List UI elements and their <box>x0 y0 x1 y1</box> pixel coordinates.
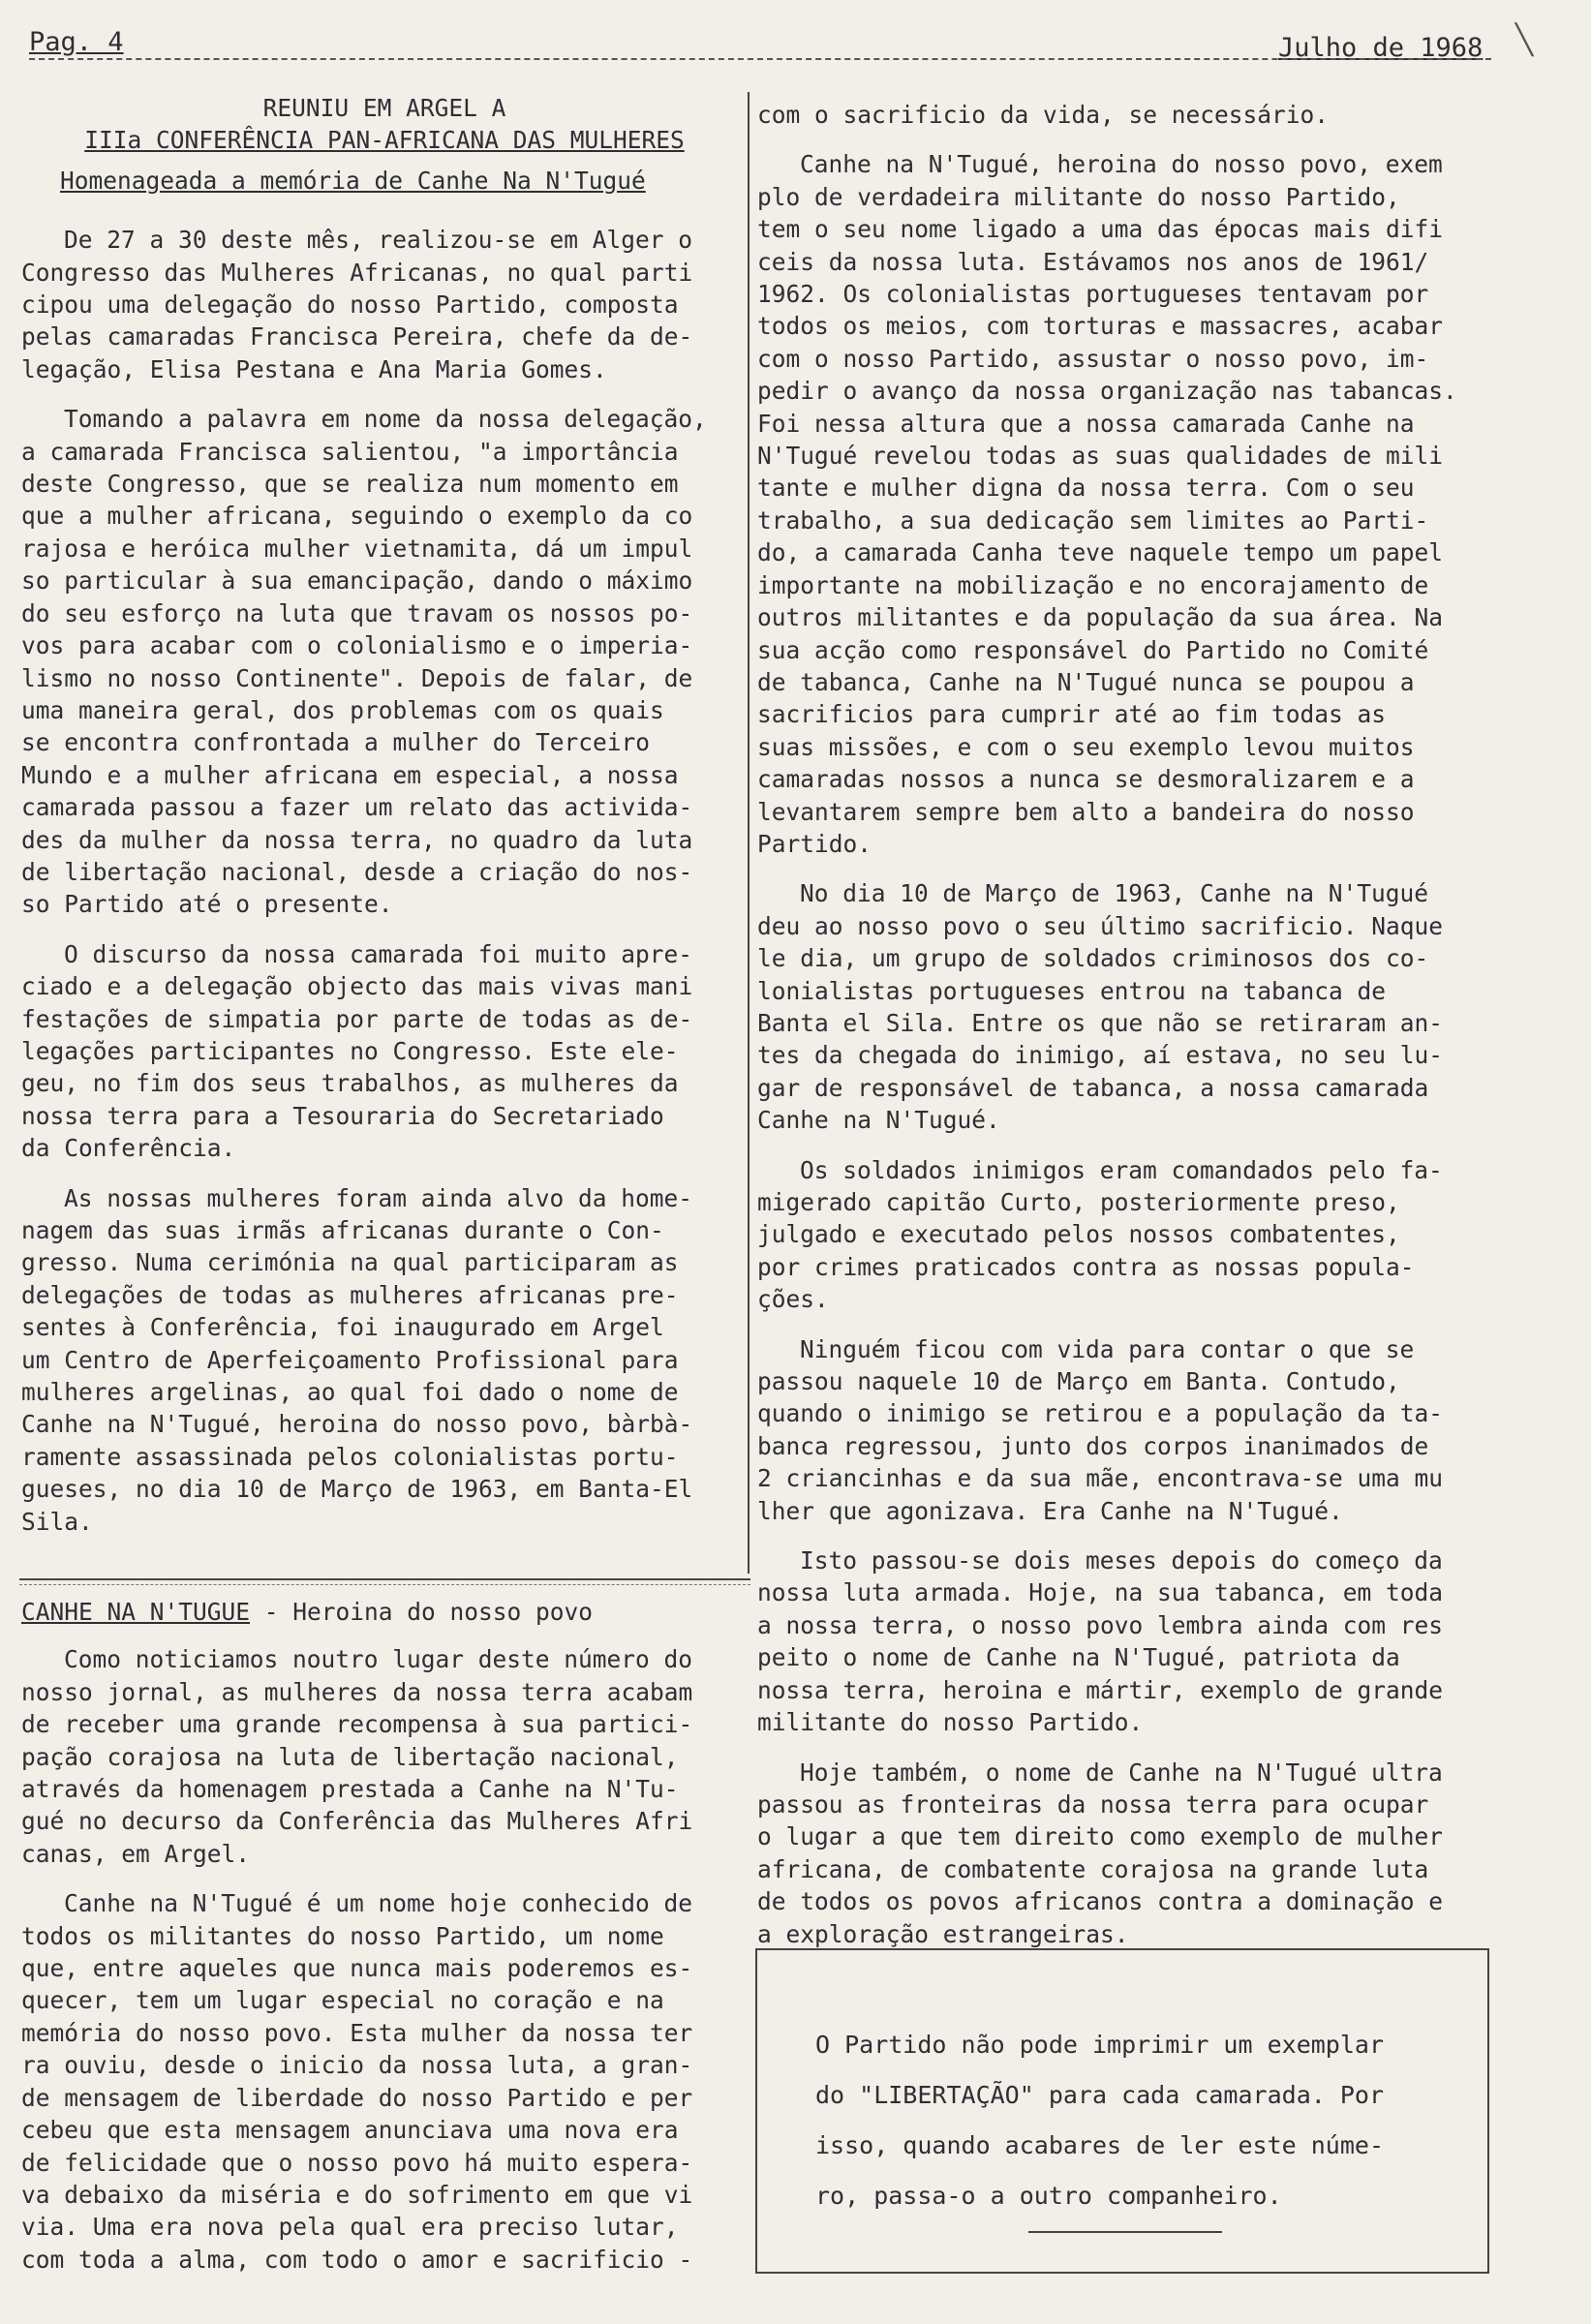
article-paragraph: Os soldados inimigos eram comandados pelo fa- migerado capitão Curto, posteriormente preso, julgado e executado pelos nossos combatentes, por crimes praticados contra as nossas popula- ções. <box>757 1155 1443 1314</box>
article-conference <box>21 92 748 1555</box>
boxed-note-text: O Partido não pode imprimir um exemplar do "LIBERTAÇÃO" para cada camarada. Por isso, quando acabares de ler este núme- ro, passa-o a outro companheiro. <box>815 2031 1384 2210</box>
article-paragraph: Tomando a palavra em nome da nossa delegação, a camarada Francisca salientou, "a importância deste Congresso, que se realiza num momento em que a mulher africana, seguindo o exemplo da co rajosa e heróica mulher vietnamita, dá um impul so particular à sua emancipação, dando o máximo do seu esforço na luta que travam os nossos po- vos para acabar com o colonialismo e o imperia- lismo no nosso Continente". Depois de falar, de uma maneira geral, dos problemas com os quais se encontra confrontada a mulher do Terceiro Mundo e a mulher africana em especial, a nossa camarada passou a fazer um relato das activida- des da mulher da nossa terra, no quadro da luta de libertação nacional, desde a criação do nos- so Partido até o presente. <box>21 405 707 919</box>
header-rule <box>29 58 1491 60</box>
article-paragraph: No dia 10 de Março de 1963, Canhe na N'Tugué deu ao nosso povo o seu último sacrificio. Naque le dia, um grupo de soldados criminosos dos co- lonialistas portugueses entrou na tabanca de Banta el Sila. Entre os que não se retiraram an- tes da chegada do inimigo, aí estava, no seu lu- gar de responsável de tabanca, a nossa camarada Canhe na N'Tugué. <box>757 879 1444 1135</box>
article-paragraph: As nossas mulheres foram ainda alvo da home- nagem das suas irmãs africanas durante o Con- gresso. Numa cerimónia na qual participaram as delegações de todas as mulheres africanas pre- sentes à Conferência, foi inaugurado em Argel um Centro de Aperfeiçoamento Profissional para mulheres argelinas, ao qual foi dado o nome de Canhe na N'Tugué, heroina do nosso povo, bàrbà- ramente assassinada pelos colonialistas portu- gueses, no dia 10 de Março de 1963, em Banta-El Sila. <box>21 1183 693 1536</box>
article-paragraph: com o sacrificio da vida, se necessário. <box>757 101 1330 129</box>
article-paragraph: Canhe na N'Tugué, heroina do nosso povo, exem plo de verdadeira militante do nosso Partido, tem o seu nome ligado a uma das épocas mais difi ceis da nossa luta. Estávamos nos anos de 1961/ 1962. Os colonialistas portugueses tentavam por todos os meios, com torturas e massacres, acabar com o nosso Partido, assustar o nosso povo, im- pedir o avanço da nossa organização nas tabancas. Foi nessa altura que a nossa camarada Canhe na N'Tugué revelou todas as suas qualidades de mili tante e mulher digna da nossa terra. Com o seu trabalho, a sua dedicação sem limites ao Parti- do, a camarada Canha teve naquele tempo um papel importante na mobilização e no encorajamento de outros militantes e da população da sua área. Na sua acção como responsável do Partido no Comité de tabanca, Canhe na N'Tugué nunca se poupou a sacrificios para cumprir até ao fim todas as suas missões, e com o seu exemplo levou muitos camaradas nossos a nunca se desmoralizarem e a levantarem sempre bem alto a bandeira do nosso Partido. <box>757 150 1457 858</box>
article-paragraph: Hoje também, o nome de Canhe na N'Tugué ultra passou as fronteiras da nossa terra para ocupar o lugar a que tem direito como exemplo de mulher africana, de combatente corajosa na grande luta de todos os povos africanos contra a dominação e a exploração estrangeiras. <box>757 1758 1444 1948</box>
headline-line-1: REUNIU EM ARGEL A <box>262 94 506 122</box>
article-paragraph: Ninguém ficou com vida para contar o que se passou naquele 10 de Março em Banta. Contudo, quando o inimigo se retirou e a população da ta- banca regressou, junto dos corpos inanimados de 2 criancinhas e da sua mãe, encontrava-se uma mu lher que agonizava. Era Canhe na N'Tugué. <box>757 1334 1444 1525</box>
subheadline: Homenageada a memória de Canhe Na N'Tugué <box>60 166 646 195</box>
section-title-subtitle: - Heroina do nosso povo <box>250 1598 594 1626</box>
article-canhe <box>21 1596 748 2293</box>
article-paragraph: Canhe na N'Tugué é um nome hoje conhecido de todos os militantes do nosso Partido, um nome que, entre aqueles que nunca mais poderemos es- quecer, tem um lugar especial no coração e na memória do nosso povo. Esta mulher da nossa ter ra ouviu, desde o inicio da nossa luta, a gran- de mensagem de liberdade do nosso Partido e per cebeu que esta mensagem anunciava uma nova era de felicidade que o nosso povo há muito espera- va debaixo da miséria e do sofrimento em que vi via. Uma era nova pela qual era preciso lutar, com toda a alma, com todo o amor e sacrificio - <box>21 1889 693 2274</box>
article-canhe-continued <box>757 99 1493 1968</box>
headline-line-2: IIIa CONFERÊNCIA PAN-AFRICANA DAS MULHERES <box>84 126 685 155</box>
article-paragraph: Como noticiamos noutro lugar deste número do nosso jornal, as mulheres da nossa terra acabam de receber uma grande recompensa à sua partici- pação corajosa na luta de libertação nacional, através da homenagem prestada a Canhe na N'Tu- gué no decurso da Conferência das Mulheres Afri canas, em Argel. <box>21 1645 693 1868</box>
article-divider <box>19 1578 750 1580</box>
article-paragraph: O discurso da nossa camarada foi muito apre- ciado e a delegação objecto das mais vivas mani festações de simpatia por parte de todas as de- legações participantes no Congresso. Este ele- geu, no fim dos seus trabalhos, as mulheres da nossa terra para a Tesouraria do Secretariado da Conferência. <box>21 939 693 1163</box>
section-title-name: CANHE NA N'TUGUE <box>21 1598 251 1626</box>
article-divider-dashed <box>19 1584 750 1585</box>
article-paragraph: De 27 a 30 deste mês, realizou-se em Alger o Congresso das Mulheres Africanas, no qual parti cipou uma delegação do nosso Partido, composta pelas camaradas Francisca Pereira, chefe da de- legação, Elisa Pestana e Ana Maria Gomes. <box>21 226 693 383</box>
corner-mark-icon: ╲ <box>1515 23 1534 57</box>
signature-rule <box>1028 2231 1222 2233</box>
section-title <box>21 1596 748 1628</box>
boxed-note <box>755 1948 1489 2274</box>
page-number: Pag. 4 <box>29 27 124 57</box>
issue-date: Julho de 1968 <box>1278 33 1484 63</box>
column-divider <box>748 92 750 1574</box>
article-paragraph: Isto passou-se dois meses depois do começo da nossa luta armada. Hoje, na sua tabanca, em toda a nossa terra, o nosso povo lembra ainda com res peito o nome de Canhe na N'Tugué, patriota da nossa terra, heroina e mártir, exemplo de grande militante do nosso Partido. <box>757 1546 1444 1737</box>
